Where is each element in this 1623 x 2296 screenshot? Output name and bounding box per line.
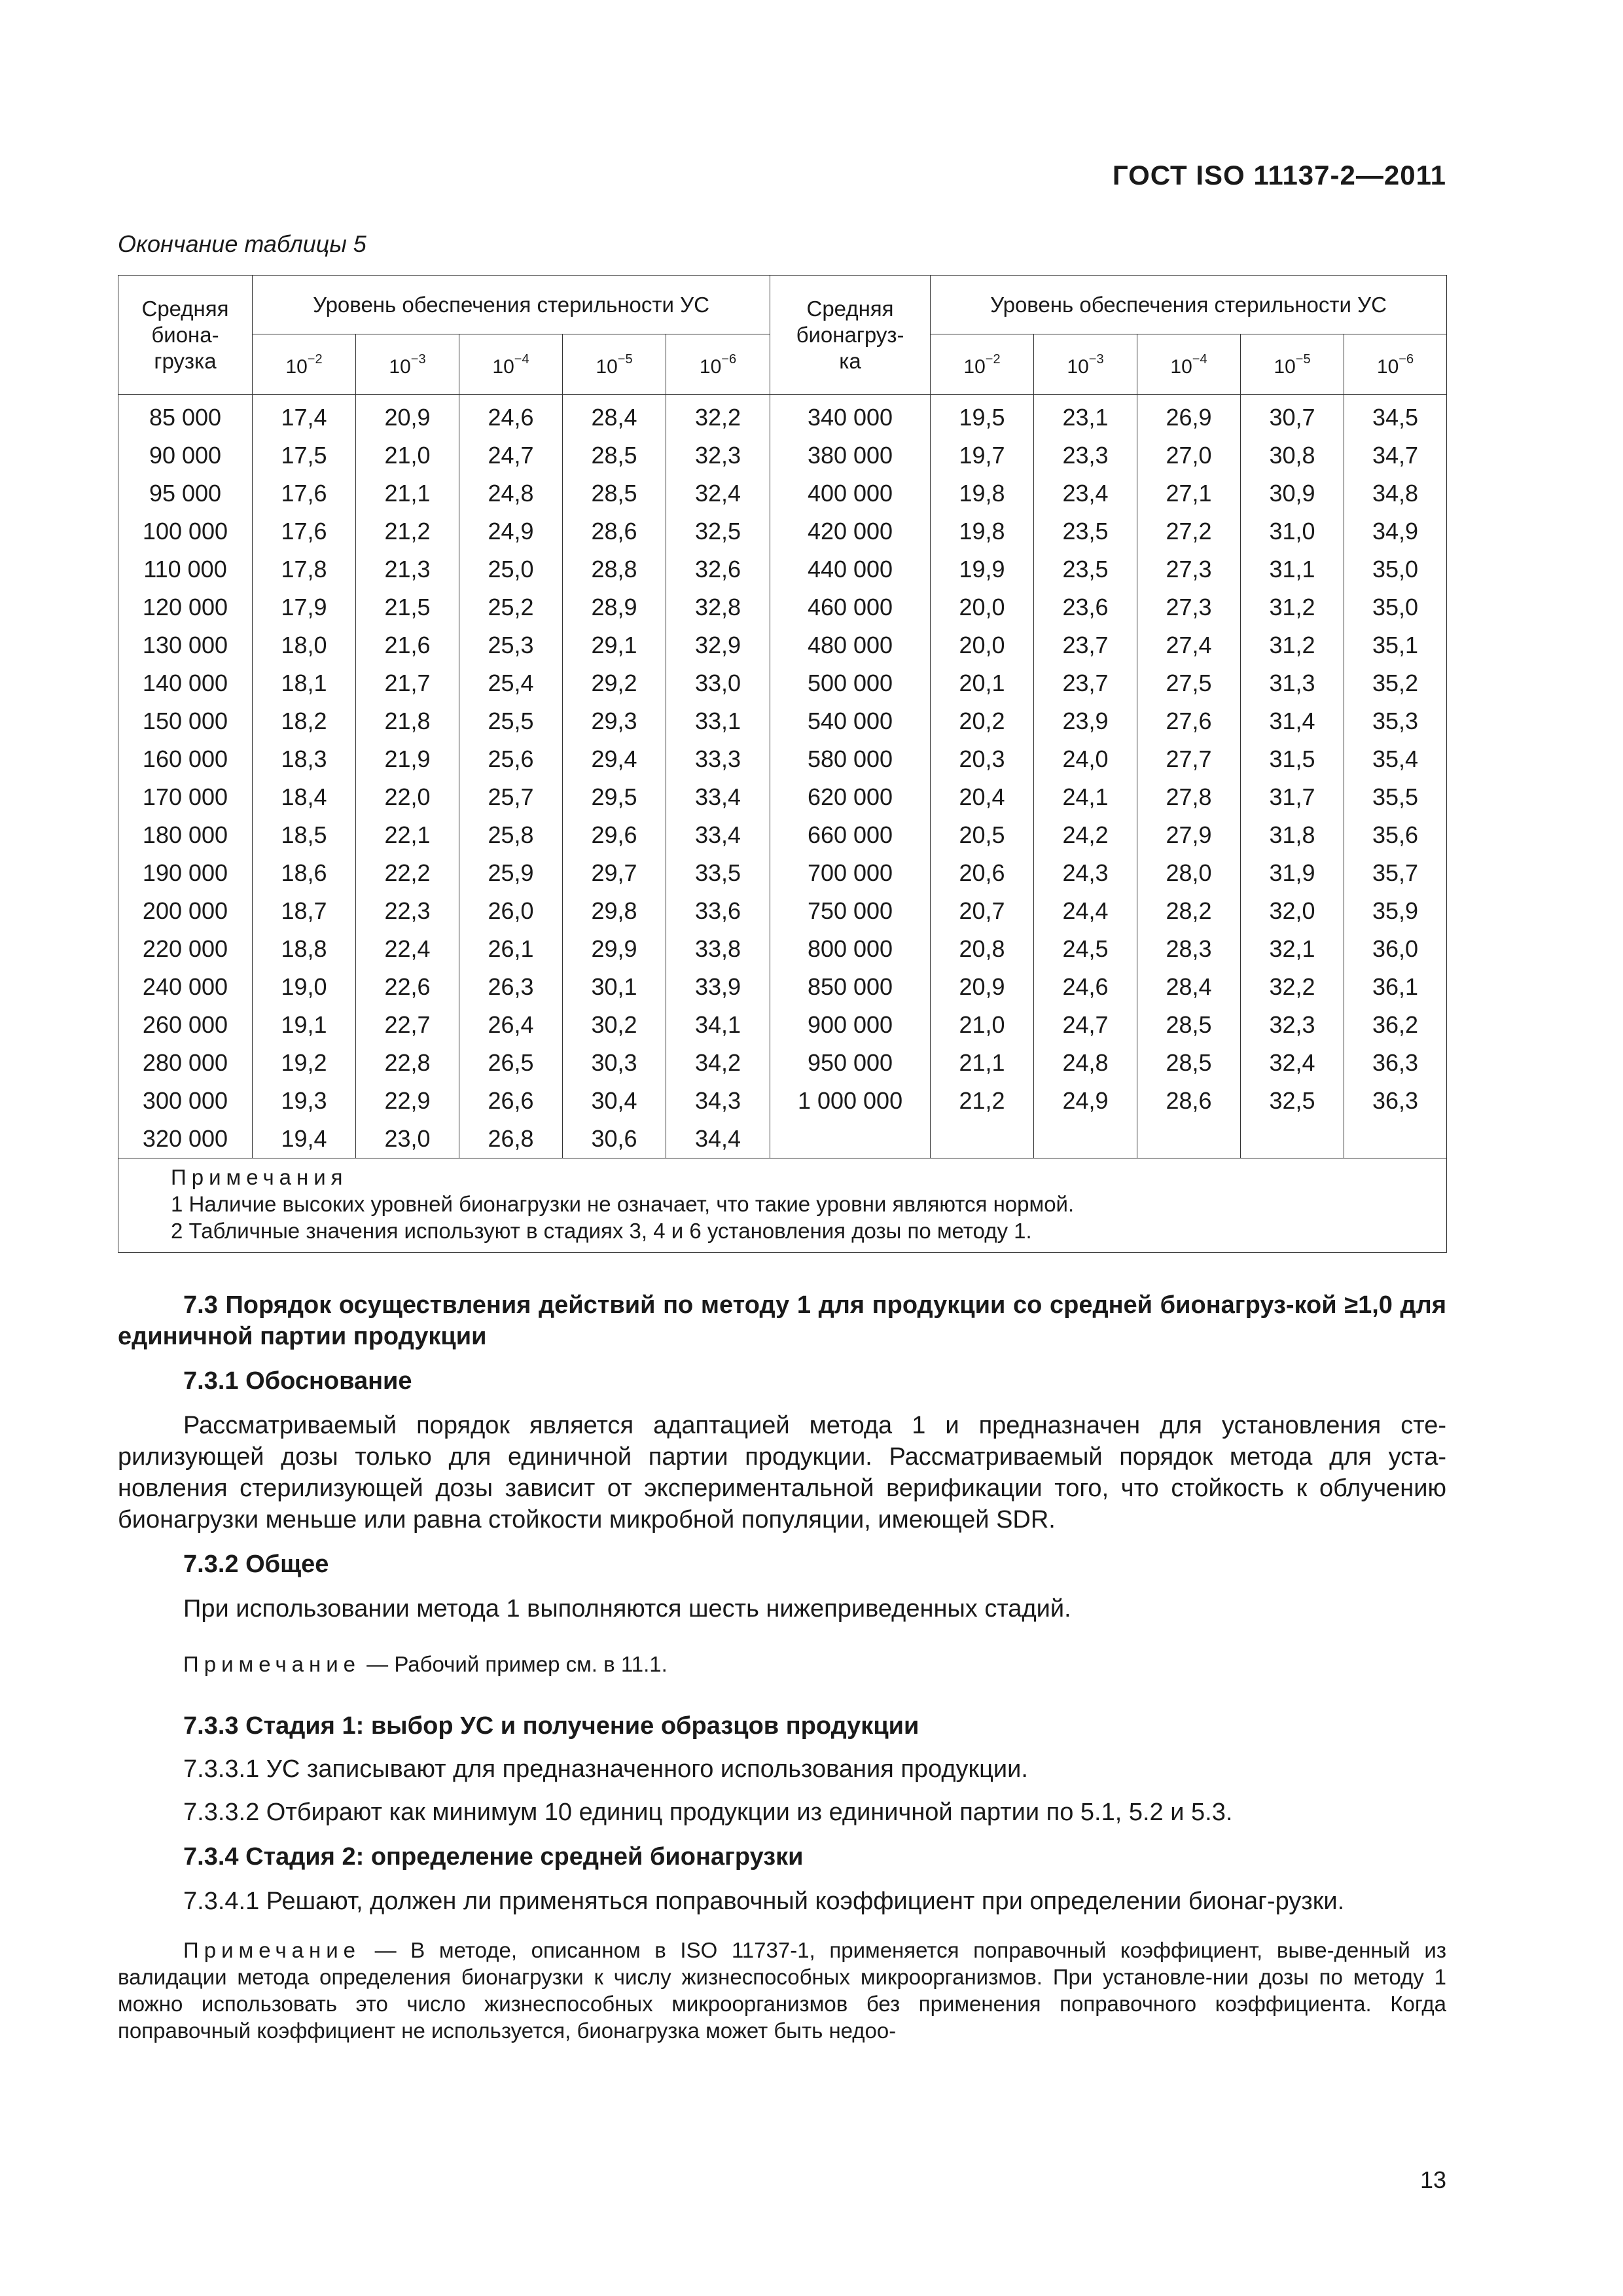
table-cell: 31,8 [1241,816,1344,854]
table-cell: 30,2 [563,1006,666,1044]
table-cell: 24,5 [1034,930,1137,968]
table-cell: 30,4 [563,1082,666,1120]
table-cell: 28,9 [563,588,666,626]
note-1: 1 Наличие высоких уровней бионагрузки не означает, что такие уровни являются нормой. [171,1192,1075,1216]
table-cell: 17,6 [253,475,356,512]
table-cell: 17,9 [253,588,356,626]
table-cell: 700 000 [770,854,931,892]
table-cell: 24,8 [1034,1044,1137,1082]
table-cell: 28,0 [1137,854,1241,892]
table-caption: Окончание таблицы 5 [118,230,366,257]
table-cell: 22,1 [356,816,459,854]
table-cell: 28,4 [1137,968,1241,1006]
table-cell: 21,0 [931,1006,1034,1044]
table-cell: 36,0 [1344,930,1447,968]
table-cell: 29,8 [563,892,666,930]
table-cell [1241,1120,1344,1158]
table-cell: 21,5 [356,588,459,626]
table-cell: 18,2 [253,702,356,740]
notes-title: Примечания [171,1165,348,1189]
table-cell: 26,8 [459,1120,563,1158]
section-7-3-1-title: 7.3.1 Обоснование [183,1367,412,1395]
table-row [118,892,1447,930]
sal-header-right: Уровень обеспечения стерильности УС [931,276,1447,334]
table-cell: 31,2 [1241,588,1344,626]
table-cell: 32,1 [1241,930,1344,968]
table-row [118,626,1447,664]
table-cell: 18,3 [253,740,356,778]
table-cell: 20,0 [931,626,1034,664]
table-cell: 24,6 [459,395,563,437]
table-cell: 34,3 [666,1082,770,1120]
table-cell: 22,2 [356,854,459,892]
table-cell: 29,4 [563,740,666,778]
sal-level-right-4: $10^{-6}$ [1344,334,1447,395]
table-cell: 28,5 [1137,1044,1241,1082]
table-cell: 35,3 [1344,702,1447,740]
table-cell: 17,8 [253,550,356,588]
table-cell: 25,9 [459,854,563,892]
table-cell: 32,2 [666,395,770,437]
table-cell: 19,5 [931,395,1034,437]
sal-level-right-3: $10^{-5}$ [1241,334,1344,395]
table-cell: 24,6 [1034,968,1137,1006]
note-2: 2 Табличные значения используют в стадиях 3, 4 и 6 установления дозы по методу 1. [171,1219,1032,1243]
table-cell: 35,1 [1344,626,1447,664]
sal-level-left-3: $10^{-5}$ [563,334,666,395]
table-cell: 20,0 [931,588,1034,626]
table-cell: 30,8 [1241,437,1344,475]
table-cell: 24,9 [1034,1082,1137,1120]
table-cell: 23,9 [1034,702,1137,740]
table-cell: 34,4 [666,1120,770,1158]
table-row [118,1044,1447,1082]
table-row [118,588,1447,626]
table-cell: 400 000 [770,475,931,512]
table-cell: 320 000 [118,1120,253,1158]
table-cell: 480 000 [770,626,931,664]
table-cell: 25,3 [459,626,563,664]
table-cell: 900 000 [770,1006,931,1044]
table-cell: 35,6 [1344,816,1447,854]
section-7-3-2-text: При использовании метода 1 выполняются шесть нижеприведенных стадий. [183,1595,1071,1623]
table-cell: 36,3 [1344,1082,1447,1120]
table-cell: 32,3 [1241,1006,1344,1044]
table-cell: 950 000 [770,1044,931,1082]
table-cell: 21,0 [356,437,459,475]
table-cell: 35,0 [1344,550,1447,588]
section-7-3-3-2: 7.3.3.2 Отбирают как минимум 10 единиц продукции из единичной партии по 5.1, 5.2 и 5.3. [183,1799,1233,1826]
table-cell: 19,2 [253,1044,356,1082]
table-cell: 21,1 [931,1044,1034,1082]
table-cell: 33,5 [666,854,770,892]
table-cell: 31,3 [1241,664,1344,702]
table-cell: 18,1 [253,664,356,702]
table-cell: 24,7 [459,437,563,475]
table-cell: 540 000 [770,702,931,740]
table-cell: 19,9 [931,550,1034,588]
section-7-3-3-1: 7.3.3.1 УС записывают для предназначенного использования продукции. [183,1755,1028,1783]
table-cell: 35,4 [1344,740,1447,778]
table-cell: 26,6 [459,1082,563,1120]
table-cell: 90 000 [118,437,253,475]
table-cell: 120 000 [118,588,253,626]
table-cell: 23,7 [1034,664,1137,702]
table-cell: 32,5 [666,512,770,550]
table-cell: 24,1 [1034,778,1137,816]
table-cell: 24,9 [459,512,563,550]
table-cell: 30,3 [563,1044,666,1082]
table-cell: 25,5 [459,702,563,740]
table-cell: 34,1 [666,1006,770,1044]
table-cell: 20,7 [931,892,1034,930]
table-cell: 18,8 [253,930,356,968]
table-cell: 19,4 [253,1120,356,1158]
table-cell: 850 000 [770,968,931,1006]
table-cell: 150 000 [118,702,253,740]
table-cell: 33,9 [666,968,770,1006]
table-cell: 32,9 [666,626,770,664]
table-cell: 260 000 [118,1006,253,1044]
table-cell: 620 000 [770,778,931,816]
section-7-3-title: 7.3 Порядок осуществления действий по методу 1 для продукции со средней бионагруз-кой ≥1,0 для единичной партии продукции [118,1291,1446,1350]
table-cell: 18,5 [253,816,356,854]
table-cell: 27,3 [1137,550,1241,588]
table-cell: 200 000 [118,892,253,930]
table-cell: 28,4 [563,395,666,437]
table-cell: 35,7 [1344,854,1447,892]
table-cell: 33,0 [666,664,770,702]
table-row [118,740,1447,778]
table-cell: 24,8 [459,475,563,512]
col-bioburden-right: Средняя бионагруз- ка [770,276,931,395]
table-cell: 23,0 [356,1120,459,1158]
table-cell: 23,6 [1034,588,1137,626]
section-7-3-4-1: 7.3.4.1 Решают, должен ли применяться поправочный коэффициент при определении бионаг-рузки. [183,1888,1345,1915]
table-cell [770,1120,931,1158]
table-cell: 27,7 [1137,740,1241,778]
table-cell: 28,2 [1137,892,1241,930]
table-cell: 27,2 [1137,512,1241,550]
table-cell: 25,2 [459,588,563,626]
table-cell: 19,1 [253,1006,356,1044]
table-cell: 23,7 [1034,626,1137,664]
table-cell: 31,0 [1241,512,1344,550]
table-cell [1344,1120,1447,1158]
table-cell: 19,3 [253,1082,356,1120]
table-cell: 26,0 [459,892,563,930]
table-cell: 26,9 [1137,395,1241,437]
table-cell: 20,3 [931,740,1034,778]
section-7-3-4-1-note: Примечание — В методе, описанном в ISO 11737-1, применяется поправочный коэффициент, выве-денный из валидации метода определения бионагрузки к числу жизнеспособных микроорганизмов. При установле-нии дозы по методу 1 можно использовать это число жизнеспособных микроорганизмов без применения поправочного коэффициента. Когда поправочный коэффициент не используется, бионагрузка может быть недоо- [118,1938,1446,2043]
table-cell: 300 000 [118,1082,253,1120]
table-cell: 25,4 [459,664,563,702]
table-cell: 17,4 [253,395,356,437]
table-cell: 20,1 [931,664,1034,702]
table-row [118,437,1447,475]
table-cell: 21,3 [356,550,459,588]
table-row [118,512,1447,550]
table-cell: 27,1 [1137,475,1241,512]
table-cell: 27,0 [1137,437,1241,475]
sal-level-left-0: $10^{-2}$ [253,334,356,395]
table-cell: 29,1 [563,626,666,664]
table-cell: 32,4 [1241,1044,1344,1082]
table-cell: 28,3 [1137,930,1241,968]
table-cell: 34,9 [1344,512,1447,550]
table-cell: 280 000 [118,1044,253,1082]
table-cell [1034,1120,1137,1158]
table-cell: 130 000 [118,626,253,664]
table-cell: 750 000 [770,892,931,930]
table-cell: 22,0 [356,778,459,816]
table-cell: 25,7 [459,778,563,816]
table-cell: 29,6 [563,816,666,854]
table-cell: 240 000 [118,968,253,1006]
table-cell: 20,2 [931,702,1034,740]
section-7-3-4-title: 7.3.4 Стадия 2: определение средней бионагрузки [183,1843,804,1871]
table-cell: 22,4 [356,930,459,968]
table-cell: 380 000 [770,437,931,475]
table-cell: 27,5 [1137,664,1241,702]
table-cell: 34,5 [1344,395,1447,437]
page-number: 13 [1419,2166,1446,2193]
table-cell: 32,2 [1241,968,1344,1006]
table-cell: 28,5 [563,475,666,512]
sal-level-left-1: $10^{-3}$ [356,334,459,395]
table-cell: 33,4 [666,816,770,854]
table-cell: 24,2 [1034,816,1137,854]
table-cell: 26,4 [459,1006,563,1044]
table-row [118,550,1447,588]
table-cell: 28,5 [563,437,666,475]
table-cell: 23,4 [1034,475,1137,512]
table-cell: 20,6 [931,854,1034,892]
sal-level-right-2: $10^{-4}$ [1137,334,1241,395]
table-cell: 19,8 [931,512,1034,550]
table-5 [118,275,1447,1253]
table-cell: 18,0 [253,626,356,664]
table-cell: 34,8 [1344,475,1447,512]
table-cell: 19,0 [253,968,356,1006]
table-cell: 25,0 [459,550,563,588]
table-cell: 36,2 [1344,1006,1447,1044]
section-7-3-2-note: Примечание — Рабочий пример см. в 11.1. [183,1652,668,1676]
table-cell: 28,6 [1137,1082,1241,1120]
table-cell: 21,9 [356,740,459,778]
table-cell: 110 000 [118,550,253,588]
table-cell: 85 000 [118,395,253,437]
table-cell: 17,5 [253,437,356,475]
table-cell: 30,1 [563,968,666,1006]
table-cell: 440 000 [770,550,931,588]
table-cell: 420 000 [770,512,931,550]
table-cell: 29,7 [563,854,666,892]
table-cell: 29,3 [563,702,666,740]
table-cell: 21,6 [356,626,459,664]
table-cell: 800 000 [770,930,931,968]
table-cell: 20,4 [931,778,1034,816]
section-7-3-3-title: 7.3.3 Стадия 1: выбор УС и получение образцов продукции [183,1712,919,1740]
sal-level-left-2: $10^{-4}$ [459,334,563,395]
table-cell: 23,3 [1034,437,1137,475]
table-cell: 660 000 [770,816,931,854]
table-cell: 35,2 [1344,664,1447,702]
table-cell: 460 000 [770,588,931,626]
table-cell: 29,5 [563,778,666,816]
table-cell: 21,8 [356,702,459,740]
sal-level-right-1: $10^{-3}$ [1034,334,1137,395]
table-row [118,475,1447,512]
table-cell: 33,3 [666,740,770,778]
table-cell: 27,4 [1137,626,1241,664]
table-cell [931,1120,1034,1158]
table-cell: 31,1 [1241,550,1344,588]
table-cell: 32,5 [1241,1082,1344,1120]
table-row [118,1120,1447,1158]
table-cell: 18,7 [253,892,356,930]
table-cell: 500 000 [770,664,931,702]
table-cell: 29,9 [563,930,666,968]
table-cell: 31,9 [1241,854,1344,892]
table-cell: 24,7 [1034,1006,1137,1044]
table-cell: 220 000 [118,930,253,968]
table-cell: 28,8 [563,550,666,588]
table-cell: 26,5 [459,1044,563,1082]
table-cell: 340 000 [770,395,931,437]
table-cell: 24,3 [1034,854,1137,892]
table-cell: 24,0 [1034,740,1137,778]
table-cell: 26,3 [459,968,563,1006]
sal-level-right-0: $10^{-2}$ [931,334,1034,395]
table-cell: 23,5 [1034,512,1137,550]
table-row [118,968,1447,1006]
table-row [118,930,1447,968]
sal-level-left-4: $10^{-6}$ [666,334,770,395]
table-cell: 28,5 [1137,1006,1241,1044]
table-cell: 190 000 [118,854,253,892]
table-cell: 580 000 [770,740,931,778]
table-cell: 1 000 000 [770,1082,931,1120]
table-cell: 20,8 [931,930,1034,968]
table-cell: 32,4 [666,475,770,512]
table-cell: 30,6 [563,1120,666,1158]
table-cell: 32,0 [1241,892,1344,930]
table-cell: 36,3 [1344,1044,1447,1082]
table-cell: 27,3 [1137,588,1241,626]
table-cell: 170 000 [118,778,253,816]
table-cell: 32,8 [666,588,770,626]
table-cell: 35,0 [1344,588,1447,626]
table-cell: 30,9 [1241,475,1344,512]
table-cell: 21,2 [356,512,459,550]
table-cell: 20,9 [356,395,459,437]
table-cell: 31,2 [1241,626,1344,664]
table-cell: 31,4 [1241,702,1344,740]
table-row [118,1006,1447,1044]
table-cell: 140 000 [118,664,253,702]
table-cell: 31,5 [1241,740,1344,778]
table-cell: 30,7 [1241,395,1344,437]
document-header: ГОСТ ISO 11137-2—2011 [1112,160,1446,190]
table-cell: 33,8 [666,930,770,968]
table-cell: 29,2 [563,664,666,702]
table-row [118,854,1447,892]
table-cell: 22,3 [356,892,459,930]
table-cell: 22,9 [356,1082,459,1120]
table-row [118,702,1447,740]
table-cell: 20,9 [931,968,1034,1006]
table-cell: 32,6 [666,550,770,588]
table-cell: 17,6 [253,512,356,550]
table-row [118,816,1447,854]
table-cell: 26,1 [459,930,563,968]
table-cell: 18,4 [253,778,356,816]
table-cell: 180 000 [118,816,253,854]
table-cell: 100 000 [118,512,253,550]
table-cell: 35,9 [1344,892,1447,930]
table-cell: 21,7 [356,664,459,702]
section-7-3-1-text: Рассматриваемый порядок является адаптацией метода 1 и предназначен для установления сте-рилизующей дозы только для единичной партии продукции. Рассматриваемый порядок метода для уста-новления стерилизующей дозы зависит от экспериментальной верификации того, что стойкость к облучению бионагрузки меньше или равна стойкости микробной популяции, имеющей SDR. [118,1412,1446,1534]
table-cell: 36,1 [1344,968,1447,1006]
table-cell: 27,6 [1137,702,1241,740]
section-7-3-2-title: 7.3.2 Общее [183,1551,329,1578]
table-cell: 33,4 [666,778,770,816]
table-cell: 31,7 [1241,778,1344,816]
table-cell: 21,1 [356,475,459,512]
table-cell: 23,5 [1034,550,1137,588]
table-cell: 95 000 [118,475,253,512]
table-cell: 22,8 [356,1044,459,1082]
table-cell: 21,2 [931,1082,1034,1120]
sal-header-left: Уровень обеспечения стерильности УС [253,276,770,334]
table-cell: 23,1 [1034,395,1137,437]
table-cell: 20,5 [931,816,1034,854]
body-text [118,1289,1446,2044]
table-row [118,395,1447,437]
table-cell: 33,6 [666,892,770,930]
table-cell: 19,8 [931,475,1034,512]
table-row [118,1082,1447,1120]
table-cell: 28,6 [563,512,666,550]
table-cell [1137,1120,1241,1158]
table-cell: 27,8 [1137,778,1241,816]
col-bioburden-left: Средняя биона- грузка [118,276,253,395]
table-cell: 27,9 [1137,816,1241,854]
table-cell: 25,6 [459,740,563,778]
table-notes [118,1158,1447,1253]
table-cell: 22,7 [356,1006,459,1044]
table-cell: 18,6 [253,854,356,892]
table-cell: 160 000 [118,740,253,778]
table-cell: 35,5 [1344,778,1447,816]
table-cell: 32,3 [666,437,770,475]
table-cell: 24,4 [1034,892,1137,930]
table-cell: 19,7 [931,437,1034,475]
table-row [118,778,1447,816]
table-row [118,664,1447,702]
table-cell: 25,8 [459,816,563,854]
table-cell: 22,6 [356,968,459,1006]
table-cell: 34,7 [1344,437,1447,475]
table-cell: 34,2 [666,1044,770,1082]
table-cell: 33,1 [666,702,770,740]
